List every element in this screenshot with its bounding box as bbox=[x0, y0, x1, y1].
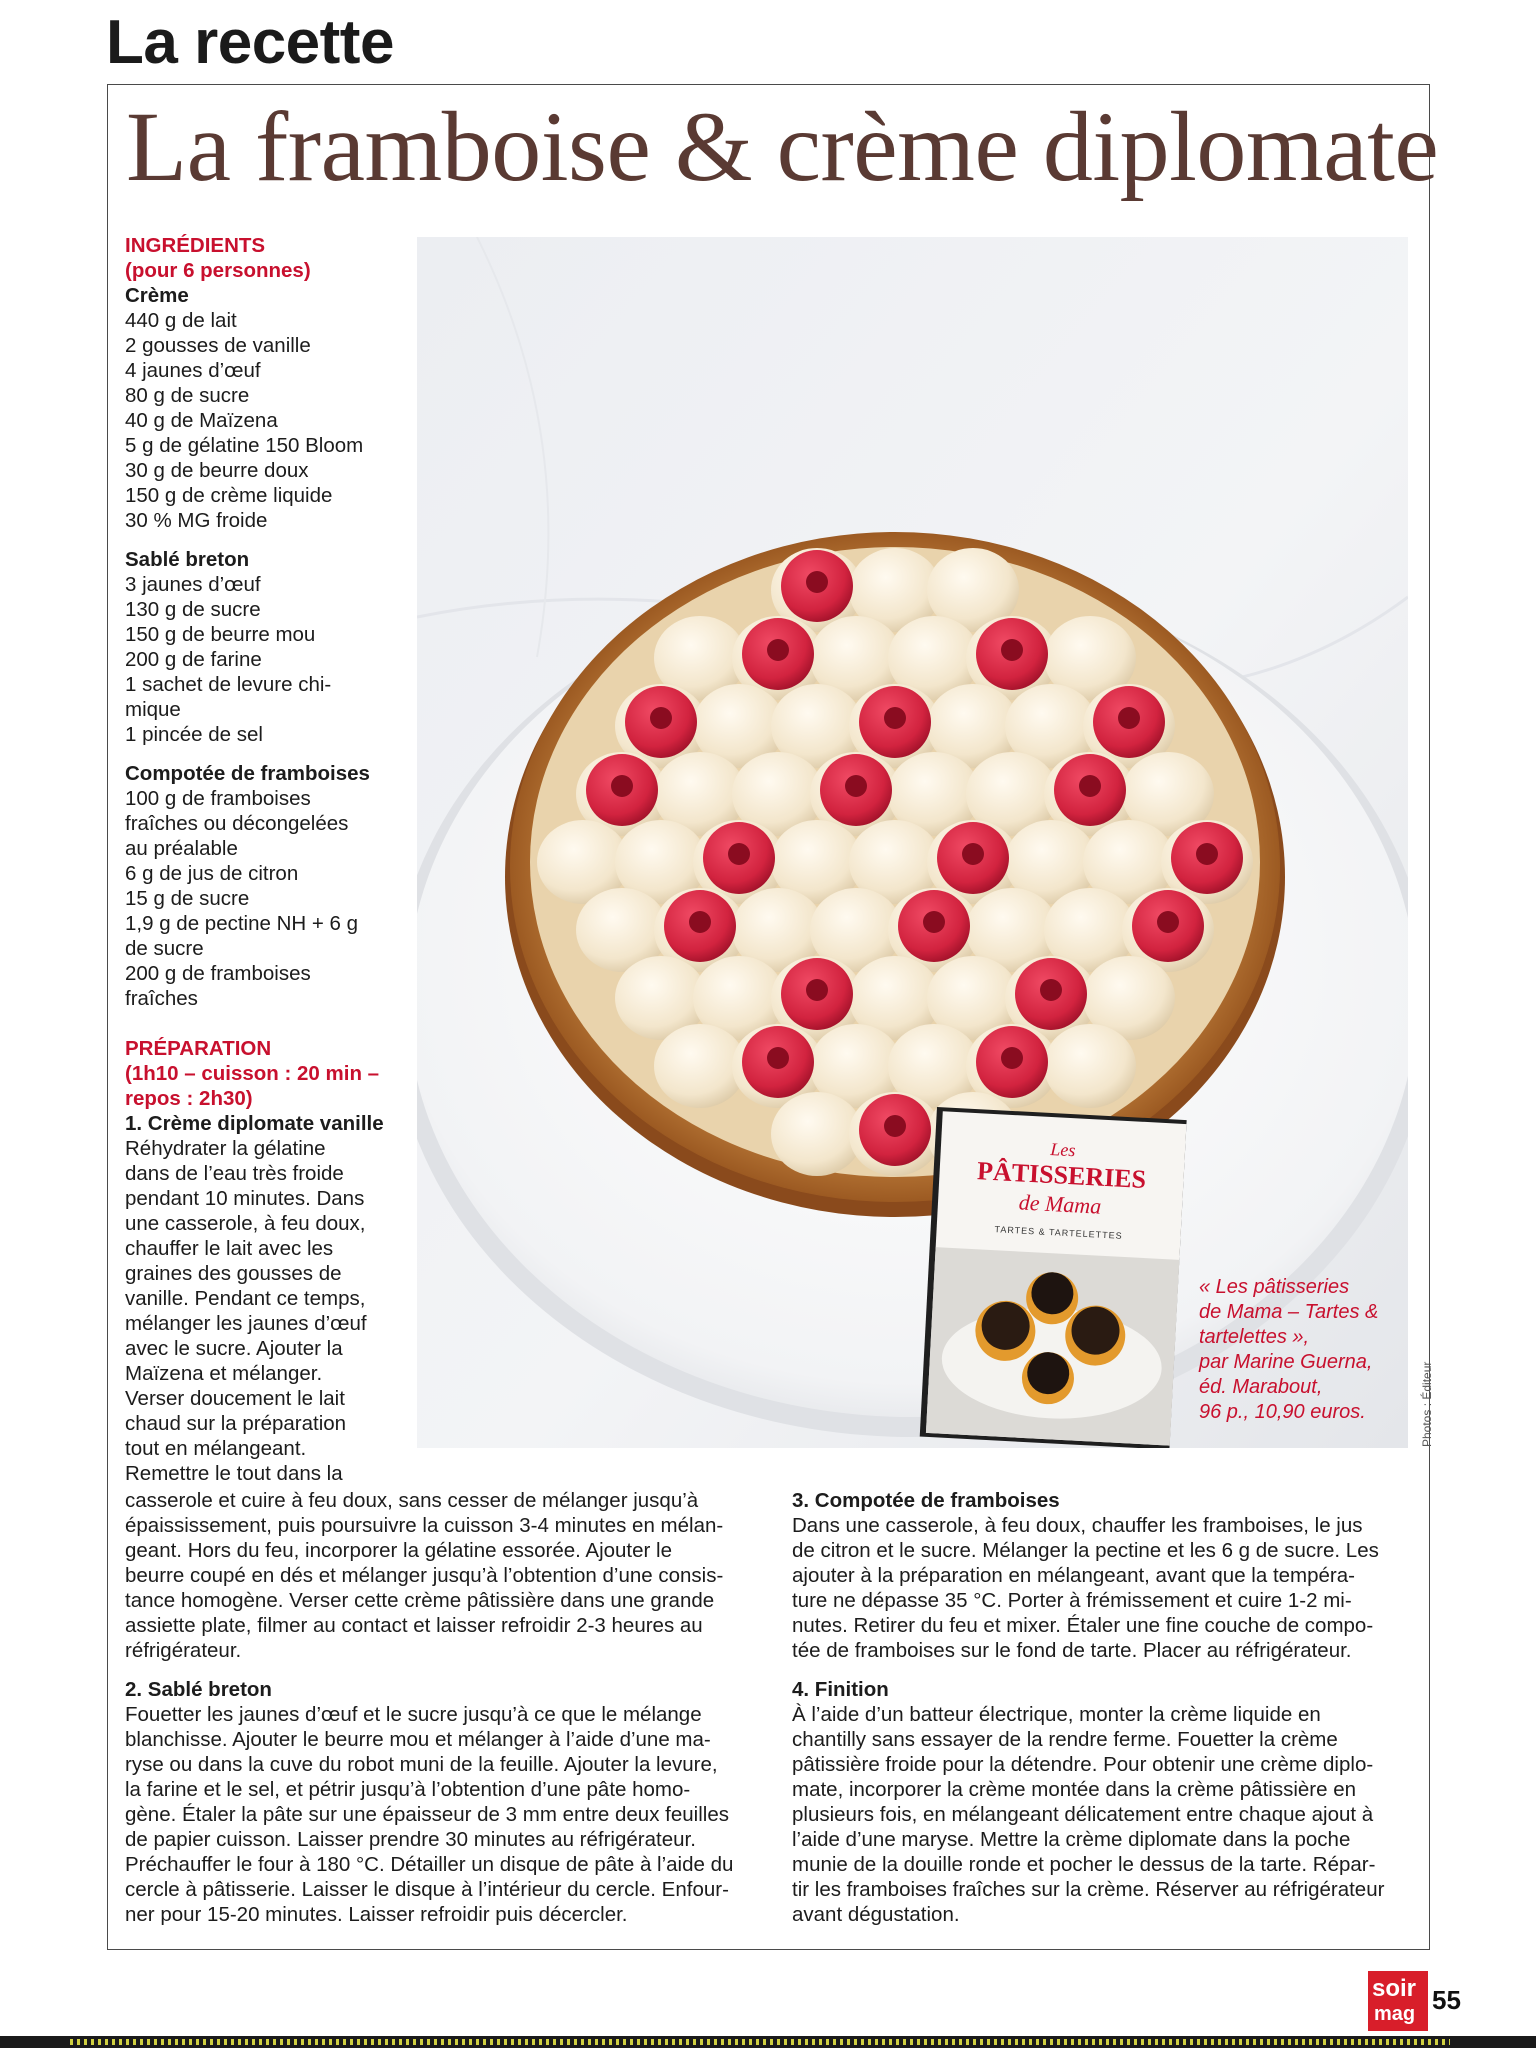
ingredient-line: fraîches bbox=[125, 987, 198, 1010]
preparation-wide-column bbox=[125, 1488, 757, 1927]
preparation-column bbox=[125, 1036, 395, 1486]
step-line: Remettre le tout dans la bbox=[125, 1462, 343, 1485]
raspberry-center bbox=[1157, 911, 1179, 933]
step-line: À l’aide d’un batteur électrique, monter la crème liquide en bbox=[792, 1703, 1321, 1726]
preparation-heading: PRÉPARATION bbox=[125, 1037, 272, 1060]
ingredient-line: 2 gousses de vanille bbox=[125, 334, 311, 357]
caption-line: 96 p., 10,90 euros. bbox=[1199, 1401, 1366, 1423]
ingredient-line: 6 g de jus de citron bbox=[125, 862, 299, 885]
raspberry-center bbox=[923, 911, 945, 933]
ingredient-line: 5 g de gélatine 150 Bloom bbox=[125, 434, 364, 457]
step-line: pendant 10 minutes. Dans bbox=[125, 1187, 365, 1210]
logo-line-2: mag bbox=[1374, 2003, 1416, 2025]
step-line: munie de la douille ronde et pocher le dessus de la tarte. Répar- bbox=[792, 1853, 1376, 1876]
ingredient-line: 130 g de sucre bbox=[125, 598, 261, 621]
photo-credit: Photos : Éditeur bbox=[1420, 1361, 1434, 1447]
raspberry-center bbox=[884, 707, 906, 729]
preparation-timing: (1h10 – cuisson : 20 min – bbox=[125, 1062, 380, 1085]
step-line: dans de l’eau très froide bbox=[125, 1162, 344, 1185]
step-line: une casserole, à feu doux, bbox=[125, 1212, 366, 1235]
ingredient-group-title: Sablé breton bbox=[125, 548, 250, 571]
step-line: tée de framboises sur le fond de tarte. Placer au réfrigérateur. bbox=[792, 1639, 1352, 1662]
step-line: pâtissière froide pour la détendre. Pour obtenir une crème diplo- bbox=[792, 1753, 1374, 1776]
step-line: beurre coupé en dés et mélanger jusqu’à l’obtention d’une consis- bbox=[125, 1564, 724, 1587]
step-line: blanchisse. Ajouter le beurre mou et mélanger à l’aide d’une ma- bbox=[125, 1728, 711, 1751]
book-cover bbox=[920, 1107, 1187, 1448]
step-line: cercle à pâtisserie. Laisser le disque à l’intérieur du cercle. Enfour- bbox=[125, 1878, 729, 1901]
ingredient-line: 15 g de sucre bbox=[125, 887, 250, 910]
step-line: mate, incorporer la crème montée dans la crème pâtissière en bbox=[792, 1778, 1357, 1801]
ingredient-line: 30 % MG froide bbox=[125, 509, 268, 532]
step-line: réfrigérateur. bbox=[125, 1639, 242, 1662]
step-line: tir les framboises fraîches sur la crème. Réserver au réfrigérateur bbox=[792, 1878, 1385, 1901]
raspberry-center bbox=[1040, 979, 1062, 1001]
ingredients-servings: (pour 6 personnes) bbox=[125, 259, 311, 282]
step-line: tout en mélangeant. bbox=[125, 1437, 307, 1460]
preparation-right-column bbox=[792, 1488, 1408, 1927]
raspberry-center bbox=[1079, 775, 1101, 797]
spacer bbox=[125, 533, 395, 547]
ingredient-line: 80 g de sucre bbox=[125, 384, 250, 407]
raspberry-center bbox=[806, 979, 828, 1001]
step-line: chantilly sans essayer de la rendre ferme. Fouetter la crème bbox=[792, 1728, 1338, 1751]
caption-line: « Les pâtisseries bbox=[1199, 1276, 1350, 1298]
book-cover-title-3: de Mama bbox=[1018, 1189, 1102, 1219]
ingredient-line: fraîches ou décongelées bbox=[125, 812, 349, 835]
step-line: de papier cuisson. Laisser prendre 30 minutes au réfrigérateur. bbox=[125, 1828, 696, 1851]
caption-line: par Marine Guerna, bbox=[1199, 1351, 1373, 1373]
step-line: l’aide d’une maryse. Mettre la crème diplomate dans la poche bbox=[792, 1828, 1351, 1851]
soir-mag-logo bbox=[1368, 1971, 1428, 2031]
raspberry-center bbox=[1196, 843, 1218, 865]
bottom-bar bbox=[0, 2036, 1536, 2048]
ingredient-line: 1 pincée de sel bbox=[125, 723, 263, 746]
step-line: Dans une casserole, à feu doux, chauffer les framboises, le jus bbox=[792, 1514, 1363, 1537]
ingredients-column bbox=[125, 233, 395, 1011]
step-line: la farine et le sel, et pétrir jusqu’à l’obtention d’une pâte homo- bbox=[125, 1778, 691, 1801]
book-cover-subtitle: TARTES & TARTELETTES bbox=[994, 1224, 1123, 1241]
caption-line: éd. Marabout, bbox=[1199, 1376, 1323, 1398]
raspberry-center bbox=[767, 1047, 789, 1069]
raspberry-center bbox=[650, 707, 672, 729]
ingredient-line: 100 g de framboises bbox=[125, 787, 311, 810]
step-line: assiette plate, filmer au contact et laisser refroidir 2-3 heures au bbox=[125, 1614, 703, 1637]
book-caption bbox=[1199, 1275, 1399, 1425]
step-line: chaud sur la préparation bbox=[125, 1412, 347, 1435]
step-line: avec le sucre. Ajouter la bbox=[125, 1337, 343, 1360]
tart-illustration bbox=[417, 237, 1408, 1448]
step-line: vanille. Pendant ce temps, bbox=[125, 1287, 366, 1310]
ingredient-line: 1 sachet de levure chi- bbox=[125, 673, 332, 696]
step-title: 3. Compotée de framboises bbox=[792, 1489, 1060, 1512]
step-line: Préchauffer le four à 180 °C. Détailler un disque de pâte à l’aide du bbox=[125, 1853, 734, 1876]
step-title: 4. Finition bbox=[792, 1678, 889, 1701]
step-line: épaississement, puis poursuivre la cuisson 3-4 minutes en mélan- bbox=[125, 1514, 724, 1537]
ingredient-line: 30 g de beurre doux bbox=[125, 459, 309, 482]
raspberry-center bbox=[1001, 639, 1023, 661]
raspberry-center bbox=[1118, 707, 1140, 729]
raspberry-center bbox=[767, 639, 789, 661]
step-line: avant dégustation. bbox=[792, 1903, 960, 1926]
step-line: Fouetter les jaunes d’œuf et le sucre jusqu’à ce que le mélange bbox=[125, 1703, 702, 1726]
ingredient-group-title: Compotée de framboises bbox=[125, 762, 370, 785]
spacer bbox=[125, 747, 395, 761]
caption-line: tartelettes », bbox=[1199, 1326, 1310, 1348]
section-label: La recette bbox=[106, 8, 394, 77]
step-line: Réhydrater la gélatine bbox=[125, 1137, 326, 1160]
ingredients-heading: INGRÉDIENTS bbox=[125, 234, 266, 257]
ingredient-line: au préalable bbox=[125, 837, 238, 860]
ingredient-line: 4 jaunes d’œuf bbox=[125, 359, 261, 382]
ingredient-line: 3 jaunes d’œuf bbox=[125, 573, 261, 596]
step-line: casserole et cuire à feu doux, sans cesser de mélanger jusqu’à bbox=[125, 1489, 699, 1512]
raspberry-center bbox=[689, 911, 711, 933]
raspberry-center bbox=[845, 775, 867, 797]
ingredient-line: 40 g de Maïzena bbox=[125, 409, 278, 432]
raspberry-center bbox=[611, 775, 633, 797]
raspberry-center bbox=[806, 571, 828, 593]
spacer bbox=[792, 1663, 1408, 1677]
ingredient-line: 440 g de lait bbox=[125, 309, 237, 332]
ingredient-line: de sucre bbox=[125, 937, 204, 960]
spacer bbox=[125, 1663, 757, 1677]
page-number: 55 bbox=[1432, 1985, 1461, 2015]
raspberry-center bbox=[884, 1115, 906, 1137]
step-line: geant. Hors du feu, incorporer la gélatine essorée. Ajouter le bbox=[125, 1539, 672, 1562]
step-line: mélanger les jaunes d’œuf bbox=[125, 1312, 367, 1335]
ingredient-line: 150 g de beurre mou bbox=[125, 623, 316, 646]
raspberry-center bbox=[1001, 1047, 1023, 1069]
ingredient-line: 200 g de farine bbox=[125, 648, 262, 671]
ingredient-line: 150 g de crème liquide bbox=[125, 484, 333, 507]
logo-line-1: soir bbox=[1372, 1975, 1417, 2002]
step-line: ryse ou dans la cuve du robot muni de la feuille. Ajouter la levure, bbox=[125, 1753, 718, 1776]
step-title: 1. Crème diplomate vanille bbox=[125, 1112, 384, 1135]
bottom-bar-dots bbox=[70, 2039, 1450, 2045]
step-line: ture ne dépasse 35 °C. Porter à frémissement et cuire 1-2 mi- bbox=[792, 1589, 1352, 1612]
book-cover-title-1: Les bbox=[1049, 1139, 1076, 1161]
step-line: ner pour 15-20 minutes. Laisser refroidir puis décercler. bbox=[125, 1903, 628, 1926]
step-line: ajouter à la préparation en mélangeant, avant que la tempéra- bbox=[792, 1564, 1355, 1587]
step-line: tance homogène. Verser cette crème pâtissière dans une grande bbox=[125, 1589, 715, 1612]
step-line: nutes. Retirer du feu et mixer. Étaler une fine couche de compo- bbox=[792, 1614, 1374, 1637]
caption-line: de Mama – Tartes & bbox=[1199, 1301, 1379, 1323]
step-line: gène. Étaler la pâte sur une épaisseur de 3 mm entre deux feuilles bbox=[125, 1803, 729, 1826]
ingredient-line: 200 g de framboises bbox=[125, 962, 311, 985]
ingredient-line: mique bbox=[125, 698, 181, 721]
step-line: chauffer le lait avec les bbox=[125, 1237, 334, 1260]
step-line: plusieurs fois, en mélangeant délicatement entre chaque ajout à bbox=[792, 1803, 1374, 1826]
step-line: graines des gousses de bbox=[125, 1262, 342, 1285]
step-title: 2. Sablé breton bbox=[125, 1678, 272, 1701]
recipe-title: La framboise & crème diplomate bbox=[126, 91, 1439, 202]
ingredient-group-title: Crème bbox=[125, 284, 189, 307]
step-line: de citron et le sucre. Mélanger la pectine et les 6 g de sucre. Les bbox=[792, 1539, 1379, 1562]
cream-dollop bbox=[1044, 1024, 1136, 1108]
book-cover-title-2: PÂTISSERIES bbox=[976, 1156, 1147, 1195]
step-line: Maïzena et mélanger. bbox=[125, 1362, 323, 1385]
raspberry-center bbox=[728, 843, 750, 865]
ingredient-line: 1,9 g de pectine NH + 6 g bbox=[125, 912, 359, 935]
preparation-timing: repos : 2h30) bbox=[125, 1087, 253, 1110]
tart-photo bbox=[417, 237, 1408, 1448]
step-line: Verser doucement le lait bbox=[125, 1387, 345, 1410]
raspberry-center bbox=[962, 843, 984, 865]
